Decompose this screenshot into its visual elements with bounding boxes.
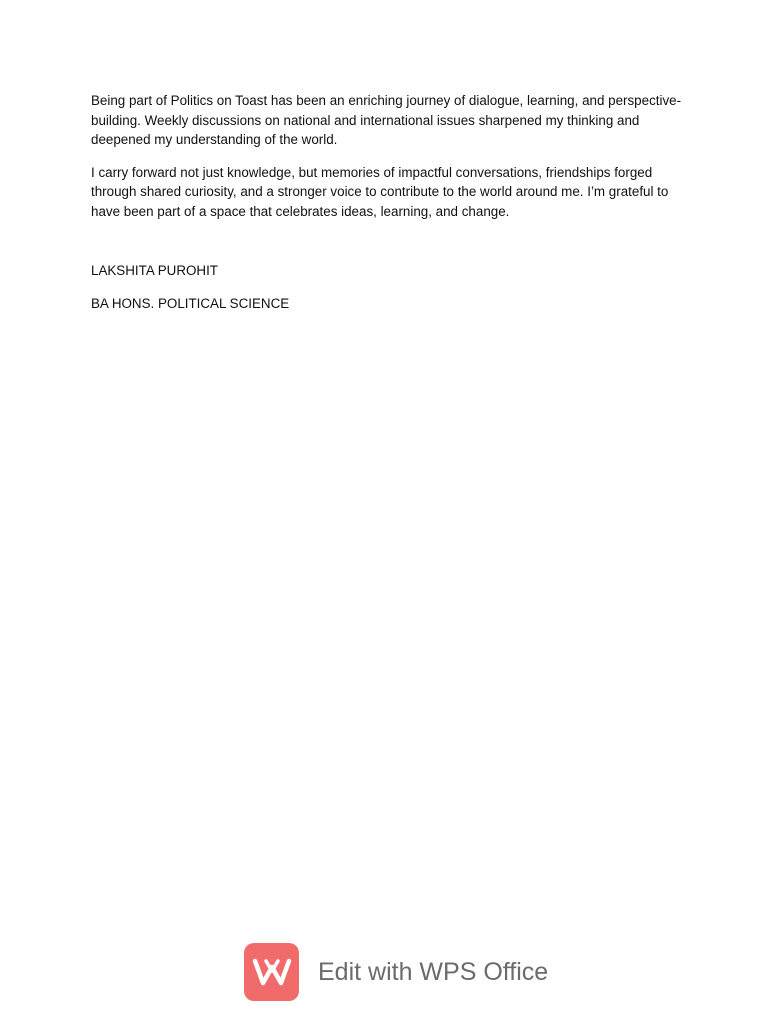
wps-logo-icon	[244, 943, 299, 1001]
paragraph-reflection: I carry forward not just knowledge, but memories of impactful conversations, friendships forged through shared curiosity, and a stronger voice to contribute to the world around me. I’m grateful to have been part of a space that celebrates ideas, learning, and change.	[91, 164, 669, 219]
wps-w-glyph	[252, 957, 292, 987]
document-body	[91, 91, 691, 313]
signature-title: BA HONS. POLITICAL SCIENCE	[91, 295, 290, 311]
paragraph-intro: Being part of Politics on Toast has been an enriching journey of dialogue, learning, and perspective-building. Weekly discussions on national and international issues sharpened my thinking and deepened my understanding of the world.	[91, 93, 682, 147]
edit-with-wps-banner[interactable]	[244, 943, 548, 1001]
wps-banner-label: Edit with WPS Office	[318, 957, 549, 986]
signature-name: LAKSHITA PUROHIT	[91, 263, 218, 278]
